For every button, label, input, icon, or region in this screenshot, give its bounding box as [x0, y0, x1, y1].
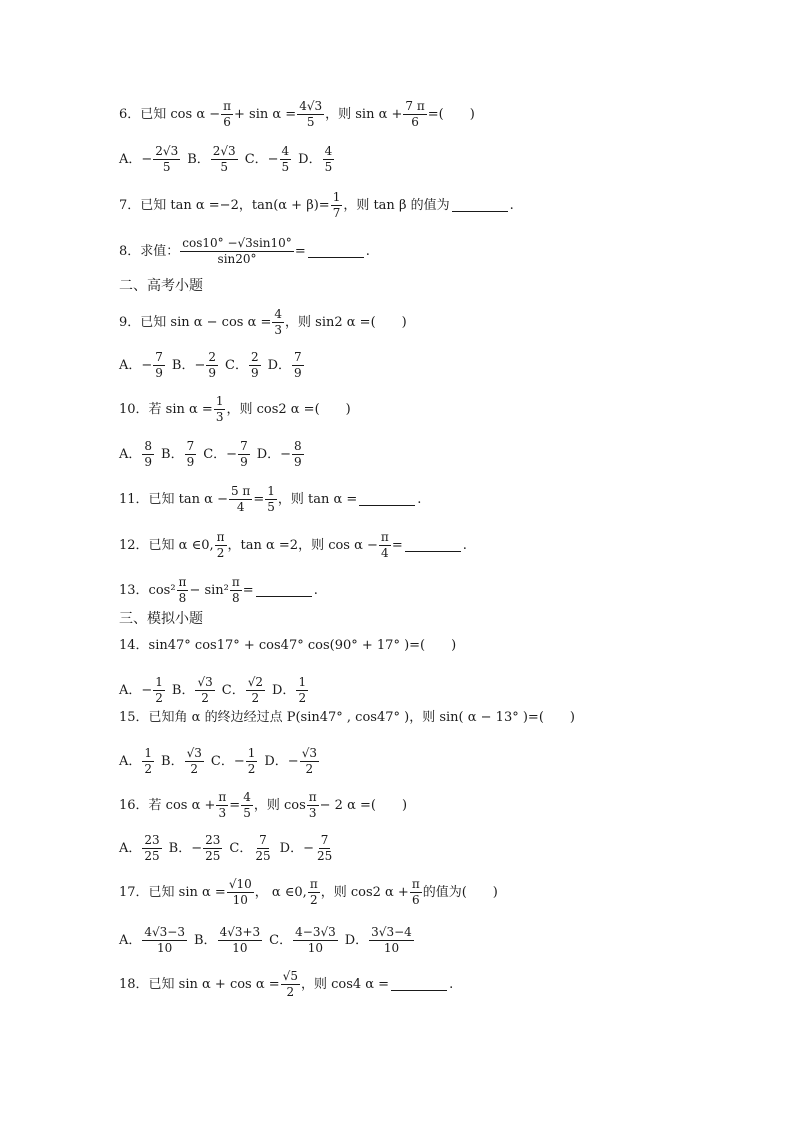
q6-frac-7pi-6: $\frac{7 \pi}{6}$ [405, 99, 425, 129]
q10-option-d: D．− $\frac{8}{9}$ [256, 439, 302, 469]
q8-answer-blank[interactable] [308, 246, 364, 258]
q16-mid: = [229, 797, 241, 813]
q13-frac-2: $\frac{\pi}{8}$ [231, 575, 240, 605]
q17-option-d: D． $\frac{3√3-4}{10}$ [344, 925, 412, 955]
q16-option-a: A． $\frac{23}{25}$ [119, 833, 160, 863]
q18-end: . [449, 976, 454, 992]
q11-end: . [417, 491, 422, 507]
q7-end: . [509, 197, 514, 213]
question-11 [119, 485, 421, 514]
q6-option-b: B． $\frac{2√3}{5}$ [187, 144, 236, 174]
q8-prefix: 8．求值： [119, 243, 180, 259]
q17-suffix: 的值为( ) [422, 884, 498, 900]
q7-frac: $\frac{1}{7}$ [332, 190, 341, 220]
question-14 [119, 638, 456, 654]
q7-prefix: 7．已知 tan α =−2，tan(α + β)= [119, 197, 330, 213]
q11-frac-1: $\frac{5 \pi}{4}$ [230, 484, 251, 514]
q6-suffix: =( ) [427, 106, 475, 122]
q11-mid: = [253, 491, 265, 507]
q9-option-a: A．− $\frac{7}{9}$ [119, 350, 163, 380]
q15-text: 15．已知角 α 的终边经过点 P(sin47° , cos47° )，则 sin( α − 13° )=( ) [119, 710, 575, 725]
question-10 [119, 395, 351, 424]
q10-option-b: B． $\frac{7}{9}$ [161, 439, 195, 469]
q8-suffix: = [294, 243, 306, 259]
q15-options [119, 747, 326, 776]
q11-frac-2: $\frac{1}{5}$ [267, 484, 275, 514]
question-12 [119, 531, 467, 560]
q17-frac-2: $\frac{\pi}{2}$ [309, 877, 318, 907]
q14-option-b: B． $\frac{√3}{2}$ [171, 675, 213, 705]
q14-option-d: D． $\frac{1}{2}$ [272, 675, 307, 705]
q11-answer-blank[interactable] [359, 494, 415, 506]
q8-end: . [365, 243, 370, 259]
q16-option-c: C． $\frac{7}{25}$ [229, 833, 271, 863]
q9-option-b: B．− $\frac{2}{9}$ [171, 350, 217, 380]
q12-suffix: = [391, 537, 403, 553]
q12-mid: ，tan α =2，则 cos α − [227, 537, 378, 553]
q16-frac-2: $\frac{4}{5}$ [243, 790, 251, 820]
q13-suffix: = [242, 582, 254, 598]
q17-option-b: B． $\frac{4√3+3}{10}$ [194, 925, 261, 955]
question-13 [119, 576, 318, 605]
q10-option-c: C．− $\frac{7}{9}$ [203, 439, 248, 469]
q16-mid2: ，则 cos [253, 797, 306, 813]
question-8 [119, 237, 370, 266]
q12-prefix: 12．已知 α ∈0, [119, 537, 214, 553]
q10-suffix: ，则 cos2 α =( ) [226, 401, 351, 417]
q17-mid: ， α ∈0, [254, 884, 307, 900]
q12-frac-1: $\frac{\pi}{2}$ [216, 530, 225, 560]
q10-option-a: A． $\frac{8}{9}$ [119, 439, 153, 469]
q11-prefix: 11．已知 tan α − [119, 491, 228, 507]
q17-option-a: A． $\frac{4√3-3}{10}$ [119, 925, 185, 955]
q12-answer-blank[interactable] [405, 540, 461, 552]
q11-suffix: ，则 tan α = [277, 491, 358, 507]
question-15 [119, 710, 575, 726]
q18-answer-blank[interactable] [391, 979, 447, 991]
q14-option-c: C． $\frac{√2}{2}$ [221, 675, 263, 705]
q13-end: . [313, 582, 318, 598]
q7-suffix: ，则 tan β 的值为 [343, 197, 450, 213]
question-9 [119, 308, 407, 337]
q9-suffix: ，则 sin2 α =( ) [285, 314, 407, 330]
q16-frac-3: $\frac{\pi}{3}$ [308, 790, 317, 820]
q6-frac-value: $\frac{4√3}{5}$ [299, 99, 323, 129]
question-7 [119, 191, 514, 220]
question-6 [119, 100, 475, 129]
q16-frac-1: $\frac{\pi}{3}$ [218, 790, 227, 820]
q18-frac: $\frac{√5}{2}$ [282, 969, 298, 999]
q12-frac-2: $\frac{\pi}{4}$ [380, 530, 389, 560]
q8-frac: $\frac{\cos 10^\circ -√3\sin 10^\circ}{\sin 20^\circ}$ [182, 236, 292, 266]
q9-prefix: 9．已知 sin α − cos α = [119, 314, 272, 330]
q15-option-a: A． $\frac{1}{2}$ [119, 746, 153, 776]
q14-option-a: A．− $\frac{1}{2}$ [119, 675, 163, 705]
q14-options [119, 676, 315, 705]
section-heading-2: 二、高考小题 [119, 278, 203, 294]
q6-mid: + sin α = [234, 106, 297, 122]
q17-option-c: C． $\frac{4-3√3}{10}$ [269, 925, 336, 955]
question-17 [119, 878, 498, 907]
q10-prefix: 10．若 sin α = [119, 401, 213, 417]
q7-answer-blank[interactable] [452, 200, 508, 212]
q6-option-c: C．− $\frac{4}{5}$ [244, 144, 290, 174]
q18-prefix: 18．已知 sin α + cos α = [119, 976, 280, 992]
q17-mid2: ，则 cos2 α + [320, 884, 409, 900]
q6-options [119, 145, 341, 174]
q15-option-b: B． $\frac{√3}{2}$ [161, 746, 202, 776]
q9-options [119, 351, 311, 380]
q15-option-d: D．− $\frac{√3}{2}$ [264, 746, 317, 776]
q13-frac-1: $\frac{\pi}{8}$ [178, 575, 187, 605]
q9-option-d: D． $\frac{7}{9}$ [267, 350, 302, 380]
q6-frac-pi-6: $\frac{\pi}{6}$ [223, 99, 232, 129]
q16-options [119, 834, 341, 863]
q6-prefix: 6．已知 cos α − [119, 106, 221, 122]
q9-frac: $\frac{4}{3}$ [274, 307, 283, 337]
q6-option-a: A．− $\frac{2√3}{5}$ [119, 144, 179, 174]
q13-mid: − sin² [189, 582, 229, 598]
q12-end: . [462, 537, 467, 553]
q17-prefix: 17．已知 sin α = [119, 884, 226, 900]
q6-option-d: D． $\frac{4}{5}$ [298, 144, 333, 174]
q15-option-c: C．− $\frac{1}{2}$ [210, 746, 256, 776]
q16-suffix: − 2 α =( ) [319, 797, 408, 813]
q10-options [119, 440, 311, 469]
q13-answer-blank[interactable] [256, 585, 312, 597]
q16-option-b: B．− $\frac{23}{25}$ [168, 833, 221, 863]
q18-suffix: ，则 cos4 α = [300, 976, 390, 992]
question-18 [119, 970, 453, 999]
section-heading-3: 三、模拟小题 [119, 611, 203, 627]
q13-prefix: 13．cos² [119, 582, 176, 598]
q17-frac-1: $\frac{√10}{10}$ [228, 877, 252, 907]
q16-prefix: 16．若 cos α + [119, 797, 216, 813]
q14-text: 14．sin47° cos17° + cos47° cos(90° + 17° )=( ) [119, 638, 457, 653]
q16-option-d: D．− $\frac{7}{25}$ [279, 833, 333, 863]
q6-mid2: ，则 sin α + [325, 106, 403, 122]
question-16 [119, 791, 407, 820]
q9-option-c: C． $\frac{2}{9}$ [225, 350, 259, 380]
q17-frac-3: $\frac{\pi}{6}$ [411, 877, 420, 907]
q17-options [119, 926, 421, 955]
q10-frac: $\frac{1}{3}$ [215, 394, 224, 424]
